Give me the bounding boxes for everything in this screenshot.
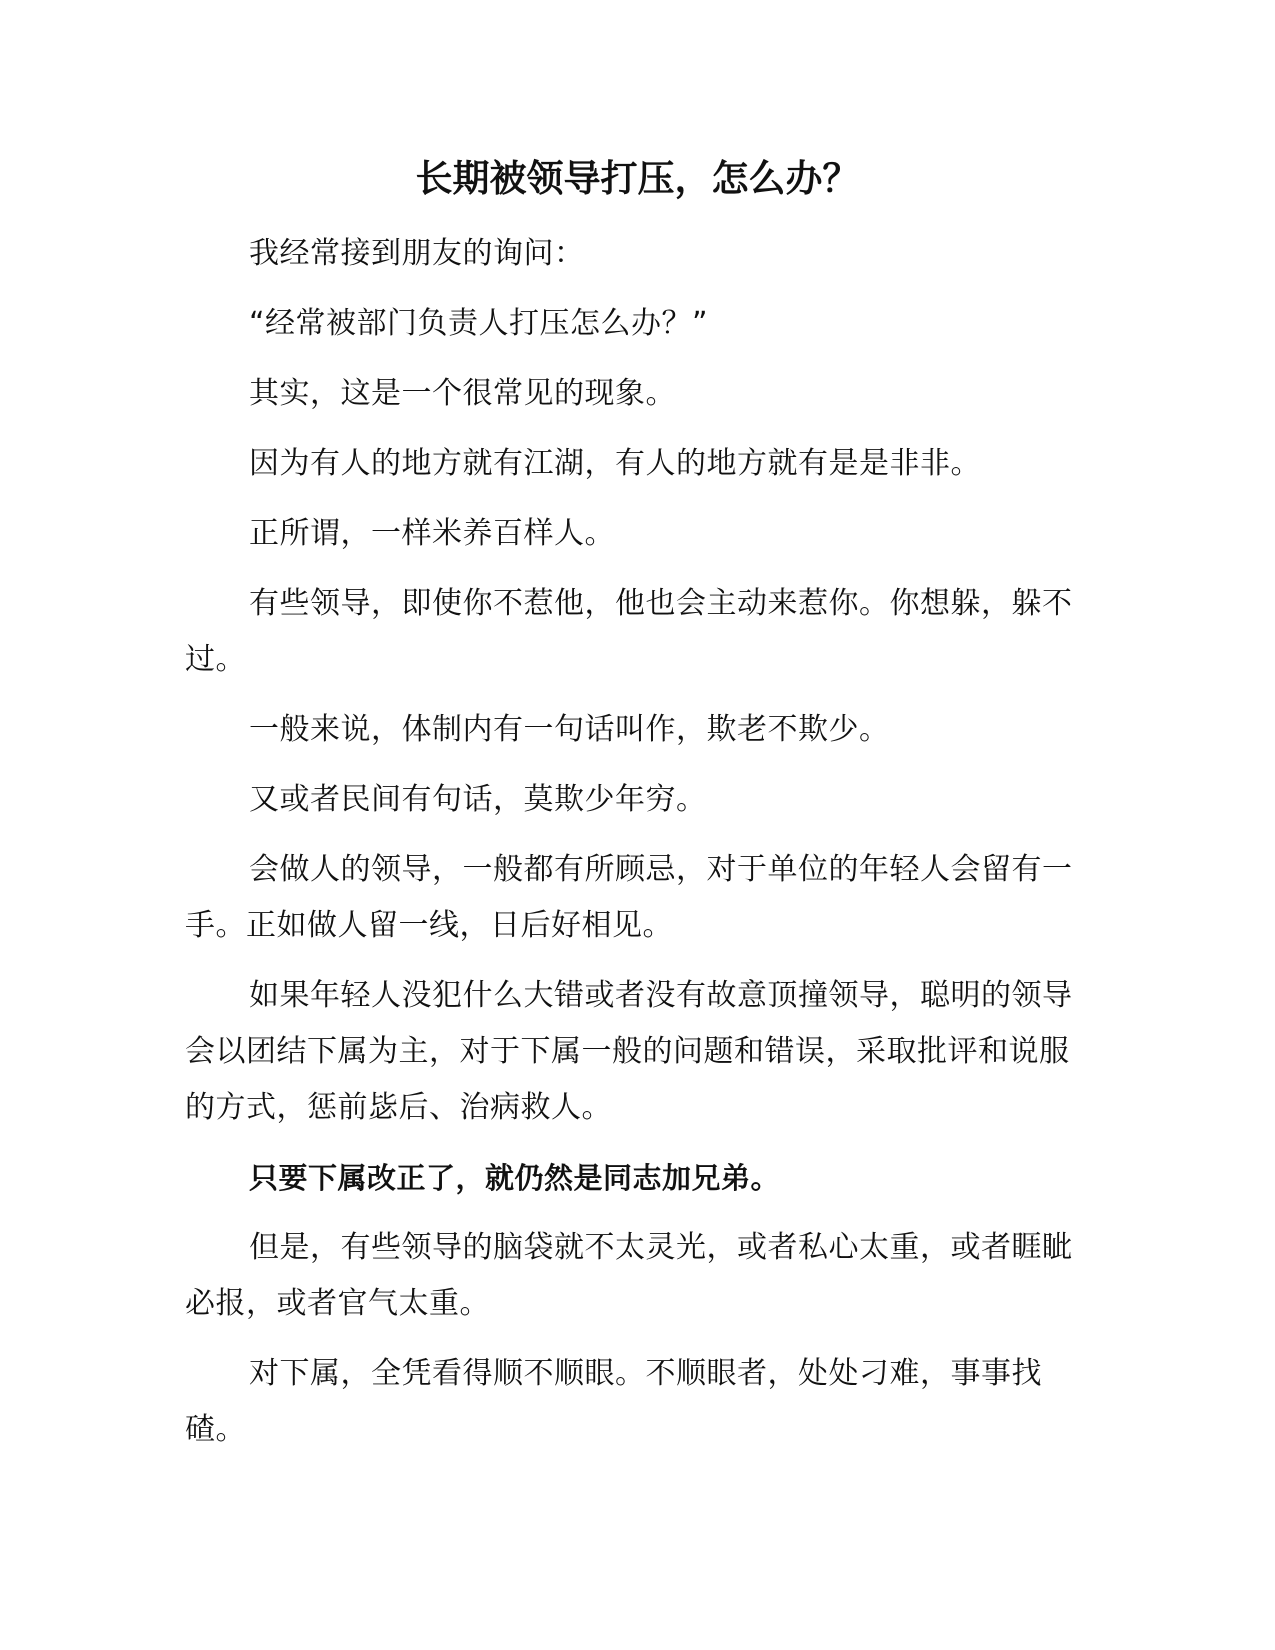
paragraph-12: 但是，有些领导的脑袋就不太灵光，或者私心太重，或者睚眦必报，或者官气太重。 <box>185 1230 1073 1321</box>
document-body <box>185 226 1085 1472</box>
paragraph-8: 又或者民间有句话，莫欺少年穷。 <box>249 782 707 817</box>
paragraph-6: 有些领导，即使你不惹他，他也会主动来惹你。你想躲，躲不过。 <box>185 586 1073 677</box>
paragraph-1: 我经常接到朋友的询问： <box>249 236 585 271</box>
paragraph-9: 会做人的领导，一般都有所顾忌，对于单位的年轻人会留有一手。正如做人留一线，日后好相见。 <box>185 852 1073 943</box>
paragraph-10: 如果年轻人没犯什么大错或者没有故意顶撞领导，聪明的领导会以团结下属为主，对于下属一般的问题和错误，采取批评和说服的方式，惩前毖后、治病救人。 <box>185 978 1073 1125</box>
document-title: 长期被领导打压，怎么办？ <box>415 156 860 200</box>
paragraph-5: 正所谓，一样米养百样人。 <box>249 516 615 551</box>
paragraph-13: 对下属，全凭看得顺不顺眼。不顺眼者，处处刁难，事事找碴。 <box>185 1356 1042 1447</box>
paragraph-3: 其实，这是一个很常见的现象。 <box>249 376 676 411</box>
paragraph-7: 一般来说，体制内有一句话叫作，欺老不欺少。 <box>249 712 890 747</box>
paragraph-4: 因为有人的地方就有江湖，有人的地方就有是是非非。 <box>249 446 981 481</box>
paragraph-11-bold: 只要下属改正了，就仍然是同志加兄弟。 <box>249 1161 781 1195</box>
paragraph-2: “经常被部门负责人打压怎么办？” <box>249 306 709 341</box>
